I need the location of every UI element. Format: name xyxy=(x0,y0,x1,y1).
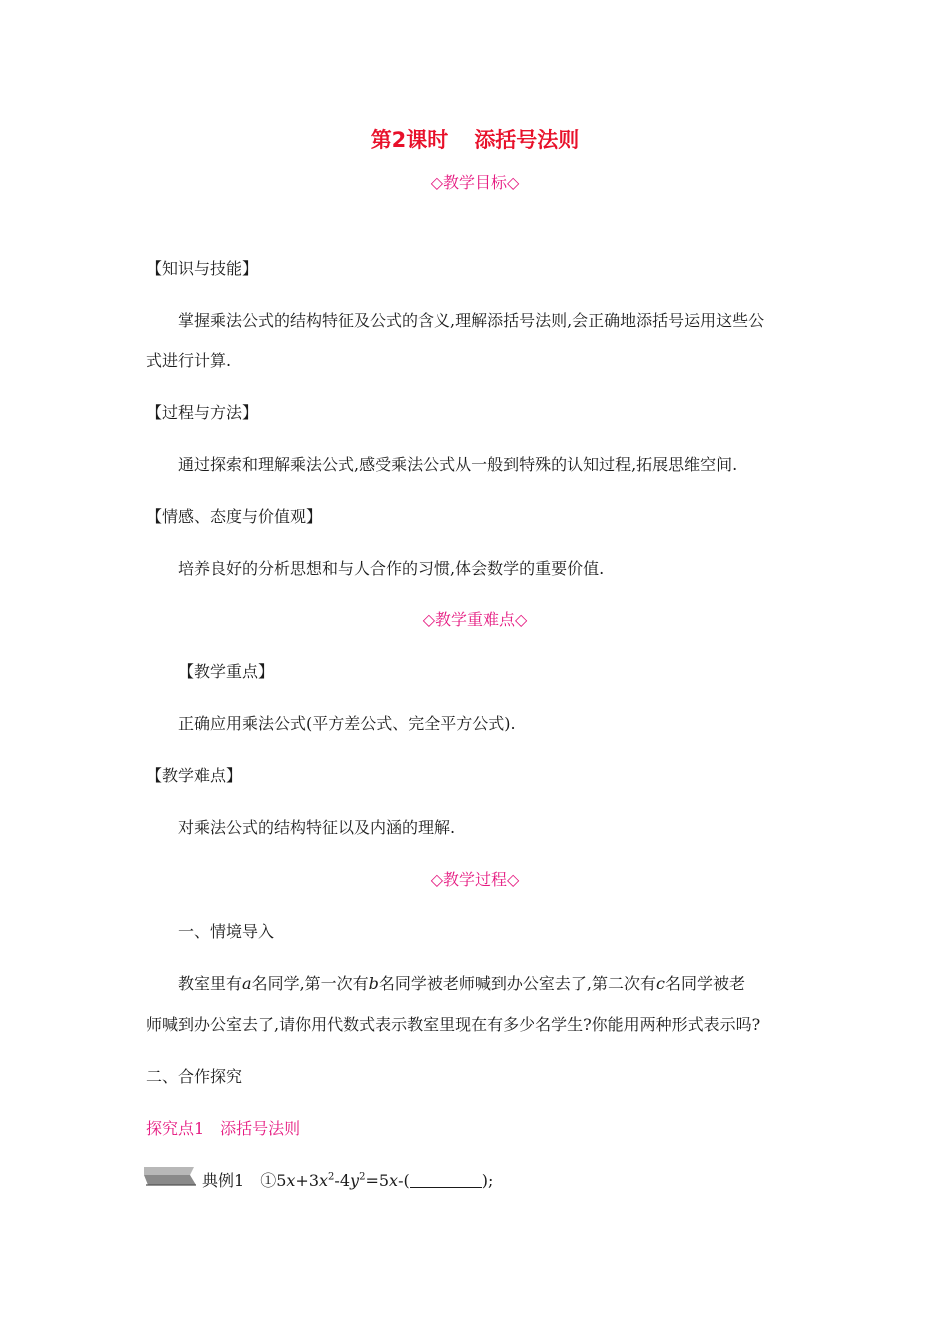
emotion-heading: 【情感、态度与价值观】 xyxy=(146,507,323,526)
section-goals: ◇教学目标◇ xyxy=(430,173,520,192)
focus-text: 正确应用乘法公式(平方差公式、完全平方公式). xyxy=(178,714,516,733)
explore-heading: 二、合作探究 xyxy=(146,1067,243,1086)
example-1 xyxy=(202,1170,493,1192)
answer-blank[interactable] xyxy=(410,1173,482,1188)
var-a: a xyxy=(242,974,252,993)
example-label: 典例1 xyxy=(202,1171,245,1190)
example-expression: $5x+3x^2-4y^2=5x-$( ); xyxy=(276,1171,494,1190)
section-key-points: ◇教学重难点◇ xyxy=(422,610,528,629)
method-heading: 【过程与方法】 xyxy=(146,403,259,422)
section-process: ◇教学过程◇ xyxy=(430,870,520,889)
knowledge-text-line2: 式进行计算. xyxy=(146,351,232,370)
knowledge-heading: 【知识与技能】 xyxy=(146,259,259,278)
lesson-topic: 添括号法则 xyxy=(474,128,580,152)
example-marker-icon xyxy=(144,1165,196,1187)
var-c: c xyxy=(656,974,665,993)
explore-point-1: 探究点1 添括号法则 xyxy=(146,1119,301,1138)
knowledge-text-line1: 掌握乘法公式的结构特征及公式的含义,理解添括号法则,会正确地添括号运用这些公 xyxy=(178,311,765,330)
difficulty-heading: 【教学难点】 xyxy=(146,766,243,785)
method-text: 通过探索和理解乘法公式,感受乘法公式从一般到特殊的认知过程,拓展思维空间. xyxy=(178,455,738,474)
page-title xyxy=(0,124,950,154)
intro-paragraph-line2: 师喊到办公室去了,请你用代数式表示教室里现在有多少名学生?你能用两种形式表示吗? xyxy=(146,1015,761,1034)
difficulty-text: 对乘法公式的结构特征以及内涵的理解. xyxy=(178,818,456,837)
intro-paragraph-line1: 教室里有a名同学,第一次有b名同学被老师喊到办公室去了,第二次有c名同学被老 xyxy=(178,974,745,993)
emotion-text: 培养良好的分析思想和与人合作的习惯,体会数学的重要价值. xyxy=(178,559,605,578)
intro-heading: 一、情境导入 xyxy=(178,922,275,941)
lesson-number: 第2课时 xyxy=(370,128,449,152)
example-circled-number: ① xyxy=(260,1171,277,1190)
var-b: b xyxy=(368,974,379,993)
focus-heading: 【教学重点】 xyxy=(178,662,275,681)
